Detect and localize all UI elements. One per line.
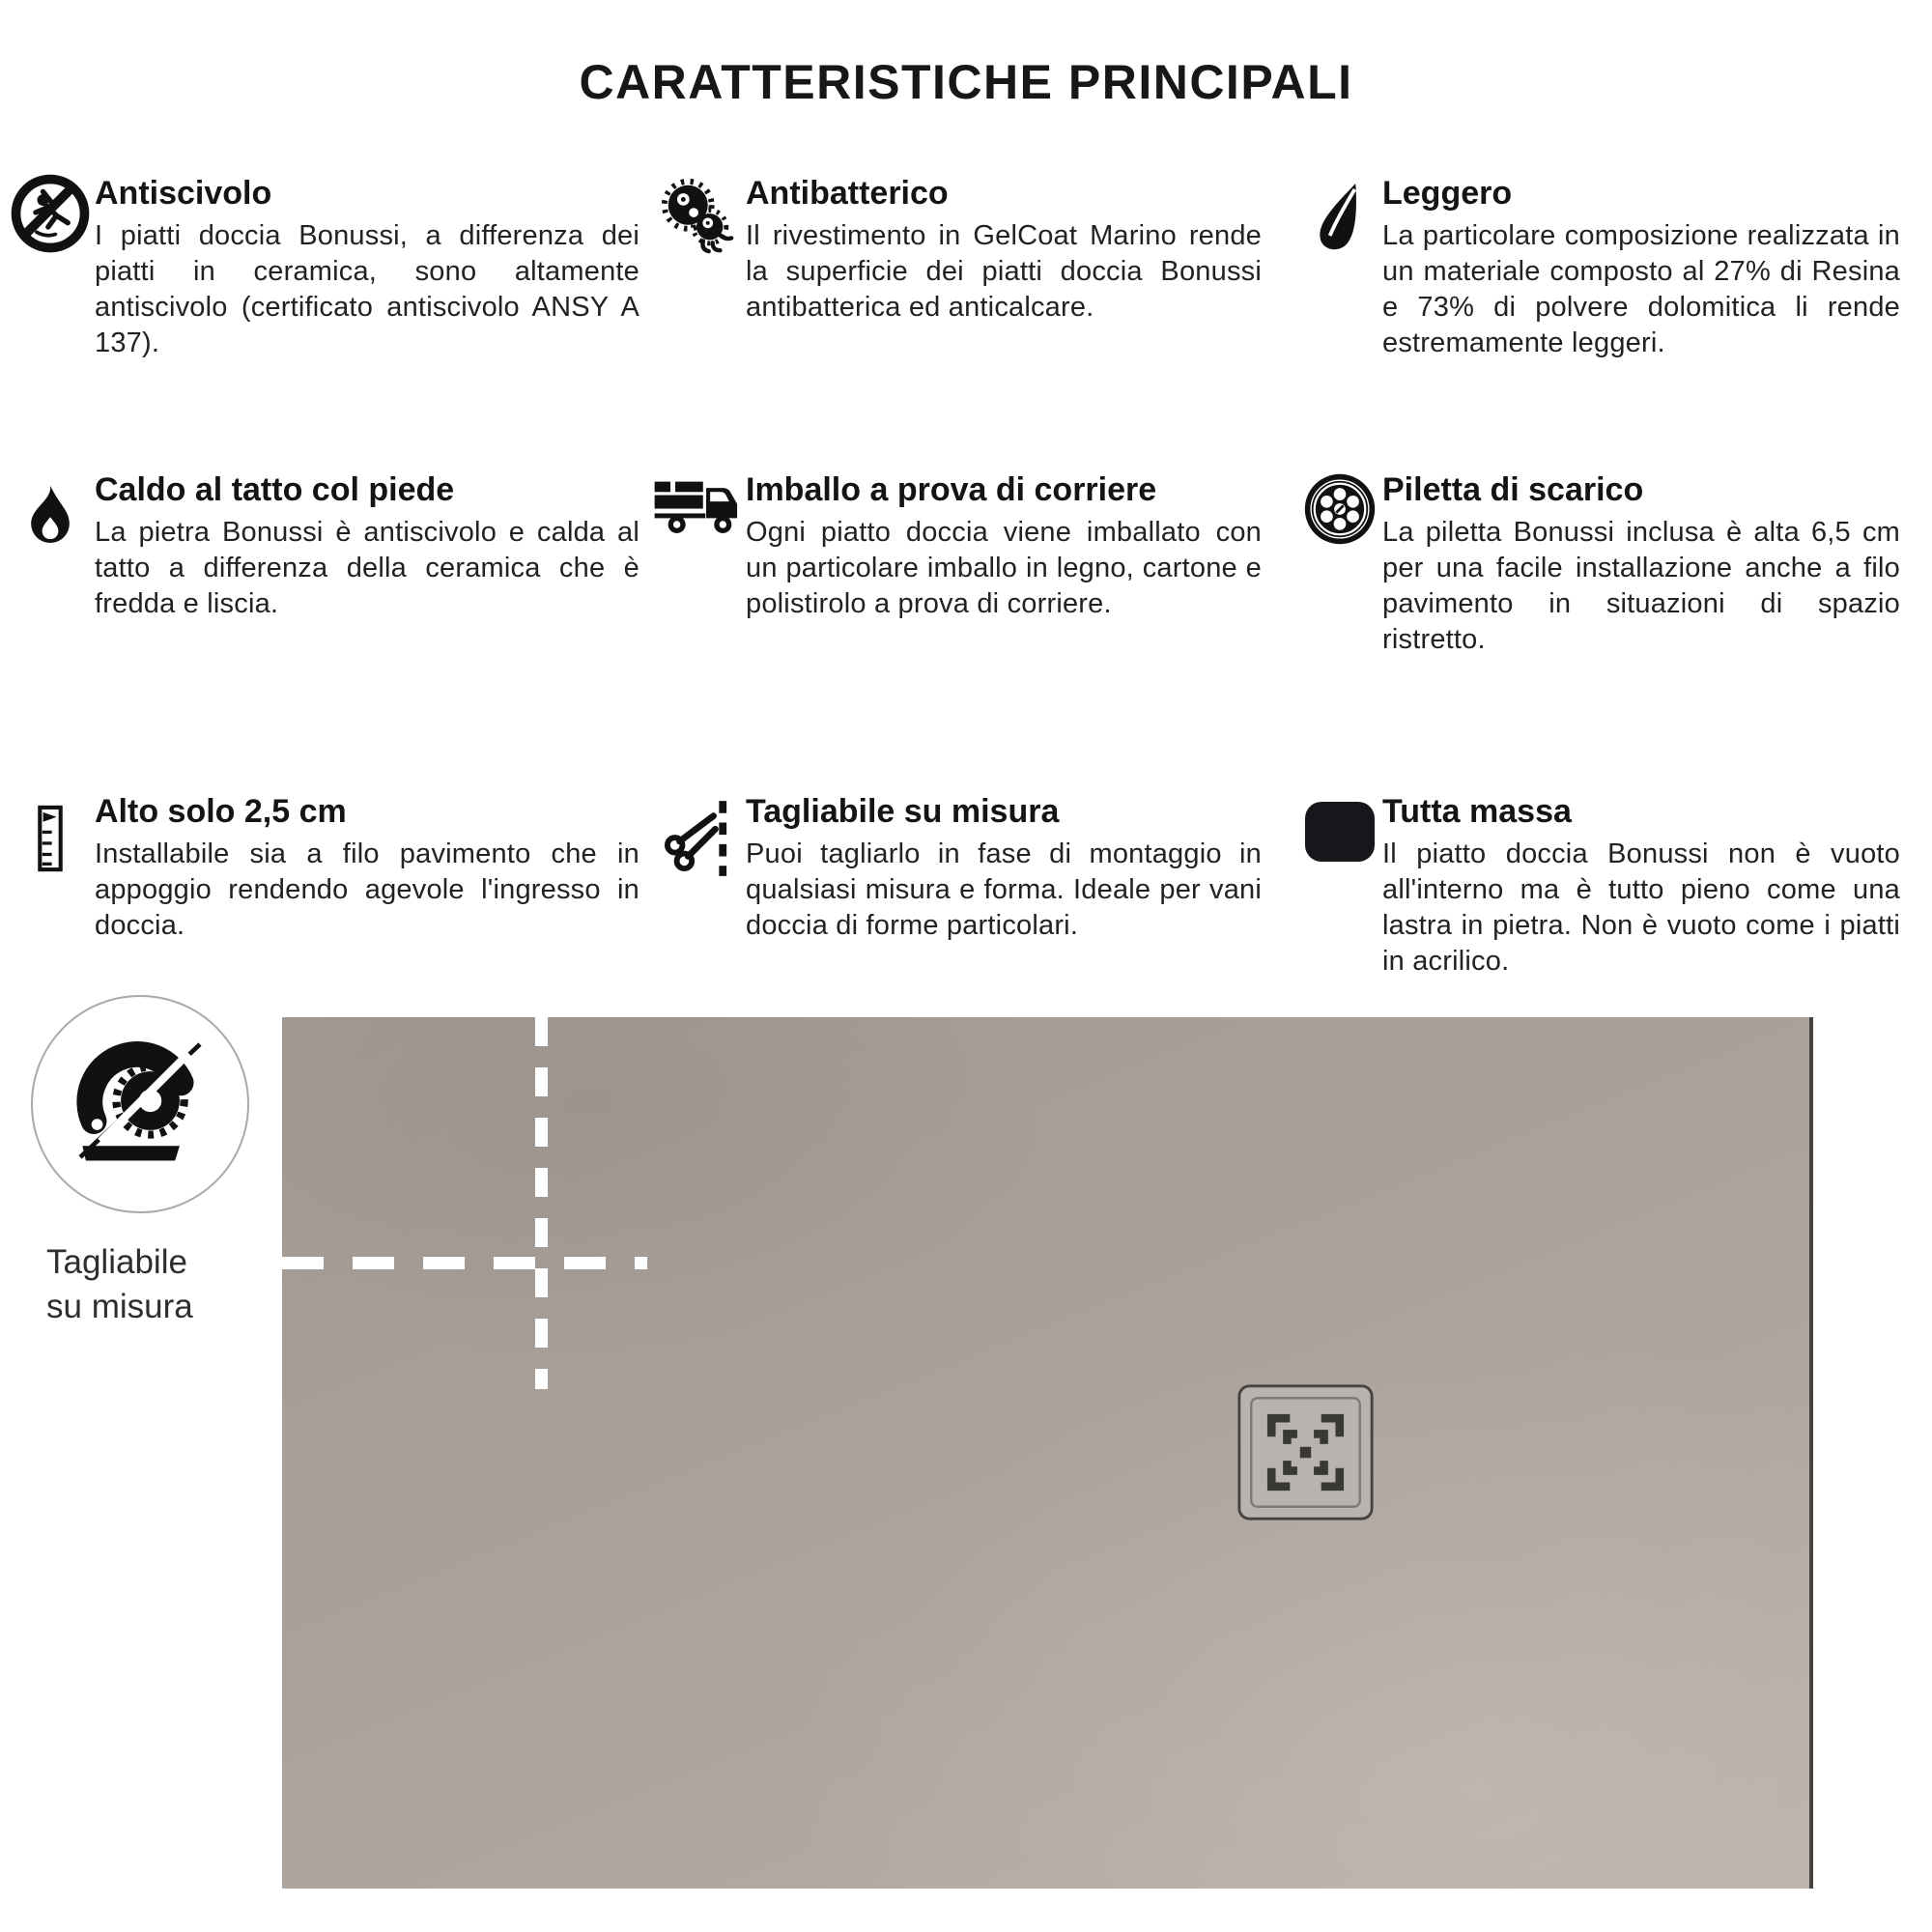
bacteria-icon <box>657 176 738 257</box>
vertical-cut-line <box>535 1017 548 1389</box>
feature-icon-slot <box>649 792 746 879</box>
feature-heading: Imballo a prova di corriere <box>746 471 1157 508</box>
page-title: CARATTERISTICHE PRINCIPALI <box>579 54 1353 109</box>
feature-piletta <box>1297 470 1900 658</box>
scissors-icon <box>664 798 731 879</box>
feature-heading: Leggero <box>1382 175 1513 212</box>
feature-body: Il piatto doccia Bonussi non è vuoto all'interno ma è tutto pieno come una lastra in pietra. Non è vuoto come i piatti in acrilico. <box>1382 838 1900 977</box>
ruler-icon <box>37 798 64 879</box>
feature-antiscivolo <box>6 174 639 361</box>
feature-icon-slot <box>1297 470 1382 546</box>
feature-imballo <box>649 470 1262 622</box>
feature-tutta-massa <box>1297 792 1900 980</box>
feature-leggero <box>1297 174 1900 361</box>
solid-mass-icon <box>1303 800 1377 864</box>
square-drain-cover <box>1236 1383 1375 1521</box>
feature-body: Il rivestimento in GelCoat Marino rende la superficie dei piatti doccia Bonussi antibatterica ed anticalcare. <box>746 220 1262 323</box>
feature-heading: Tagliabile su misura <box>746 793 1060 830</box>
feature-icon-slot <box>649 470 746 544</box>
cut-to-size-label-line1: Tagliabile <box>46 1243 187 1281</box>
feature-heading: Antiscivolo <box>95 175 272 212</box>
feature-body: Puoi tagliarlo in fase di montaggio in qualsiasi misura e forma. Ideale per vani doccia di forme particolari. <box>746 838 1262 941</box>
feature-body: La pietra Bonussi è antiscivolo e calda al tatto a differenza della ceramica che è fredda e liscia. <box>95 517 639 619</box>
delivery-truck-icon <box>653 478 742 544</box>
feature-caldo-al-tatto <box>6 470 639 622</box>
drain-icon <box>1303 472 1377 546</box>
feature-icon-slot <box>6 174 95 255</box>
feature-heading: Alto solo 2,5 cm <box>95 793 347 830</box>
feature-icon-slot <box>649 174 746 257</box>
feature-body: La particolare composizione realizzata in un materiale composto al 27% di Resina e 73% di polvere dolomitica li rende estremamente leggeri. <box>1382 220 1900 358</box>
feature-icon-slot <box>6 470 95 555</box>
feature-body: Installabile sia a filo pavimento che in appoggio rendendo agevole l'ingresso in doccia. <box>95 838 639 941</box>
feature-antibatterico <box>649 174 1262 326</box>
feather-icon <box>1311 174 1369 263</box>
feature-alto-25cm <box>6 792 639 944</box>
feature-icon-slot <box>1297 792 1382 864</box>
horizontal-cut-line <box>282 1257 647 1269</box>
cut-to-size-badge <box>31 995 249 1213</box>
feature-heading: Tutta massa <box>1382 793 1572 830</box>
cut-to-size-label-line2: su misura <box>46 1288 193 1325</box>
feature-icon-slot <box>1297 174 1382 263</box>
feature-heading: Piletta di scarico <box>1382 471 1644 508</box>
feature-body: La piletta Bonussi inclusa è alta 6,5 cm per una facile installazione anche a filo pavimento in situazioni di spazio ristretto. <box>1382 517 1900 655</box>
feature-body: I piatti doccia Bonussi, a differenza dei piatti in ceramica, sono altamente antiscivolo (certificato antiscivolo ANSY A 137). <box>95 220 639 358</box>
cut-to-size-label <box>46 1240 193 1329</box>
no-slip-icon <box>9 172 92 255</box>
feature-icon-slot <box>6 792 95 879</box>
feature-heading: Caldo al tatto col piede <box>95 471 455 508</box>
feature-tagliabile <box>649 792 1262 944</box>
shower-tray-photo <box>282 1017 1813 1889</box>
circular-saw-icon <box>67 1031 213 1178</box>
feature-heading: Antibatterico <box>746 175 949 212</box>
flame-icon <box>22 474 78 555</box>
feature-body: Ogni piatto doccia viene imballato con un particolare imballo in legno, cartone e polistirolo a prova di corriere. <box>746 517 1262 619</box>
